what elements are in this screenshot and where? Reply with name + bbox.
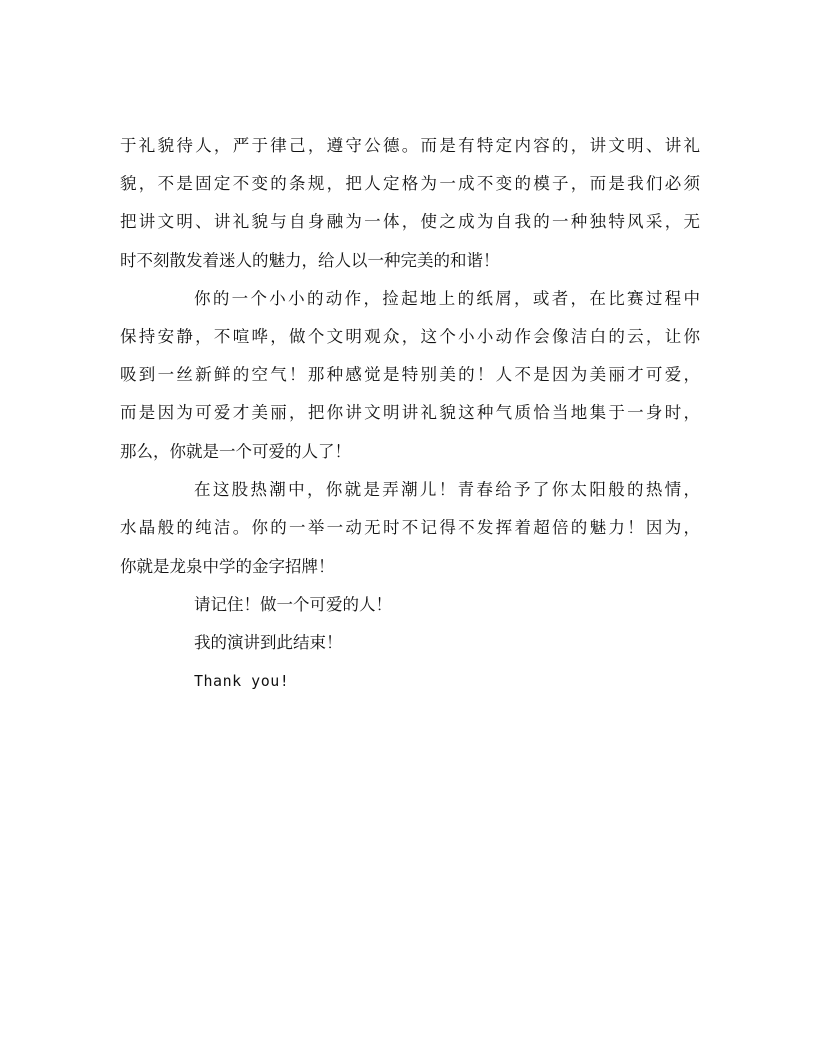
paragraph-1-line-3: 把讲文明、讲礼貌与自身融为一体，使之成为自我的一种独特风采，无 [120,212,700,231]
paragraph-1-line-1: 于礼貌待人，严于律己，遵守公德。而是有特定内容的，讲文明、讲礼 [120,136,700,155]
paragraph-4-line-1: 请记住！做一个可爱的人！ [194,595,392,614]
paragraph-6-line-1: Thank you! [194,672,290,690]
paragraph-2-line-3: 吸到一丝新鲜的空气！那种感觉是特别美的！人不是因为美丽才可爱， [120,365,700,384]
paragraph-3-line-1: 在这股热潮中，你就是弄潮儿！青春给予了你太阳般的热情， [194,480,700,499]
paragraph-5-line-1: 我的演讲到此结束！ [194,633,343,652]
paragraph-2-line-4: 而是因为可爱才美丽，把你讲文明讲礼貌这种气质恰当地集于一身时， [120,403,700,422]
paragraph-1-line-2: 貌，不是固定不变的条规，把人定格为一成不变的模子，而是我们必须 [120,174,700,193]
paragraph-2-line-2: 保持安静，不喧哗，做个文明观众，这个小小动作会像洁白的云，让你 [120,327,700,346]
paragraph-3-line-2: 水晶般的纯洁。你的一举一动无时不记得不发挥着超倍的魅力！因为， [120,518,700,537]
paragraph-3-line-3: 你就是龙泉中学的金字招牌！ [120,557,335,576]
paragraph-1-line-4: 时不刻散发着迷人的魅力，给人以一种完美的和谐！ [120,251,500,270]
paragraph-2-line-5: 那么，你就是一个可爱的人了！ [120,442,351,461]
paragraph-2-line-1: 你的一个小小的动作，捡起地上的纸屑，或者，在比赛过程中 [194,289,700,308]
